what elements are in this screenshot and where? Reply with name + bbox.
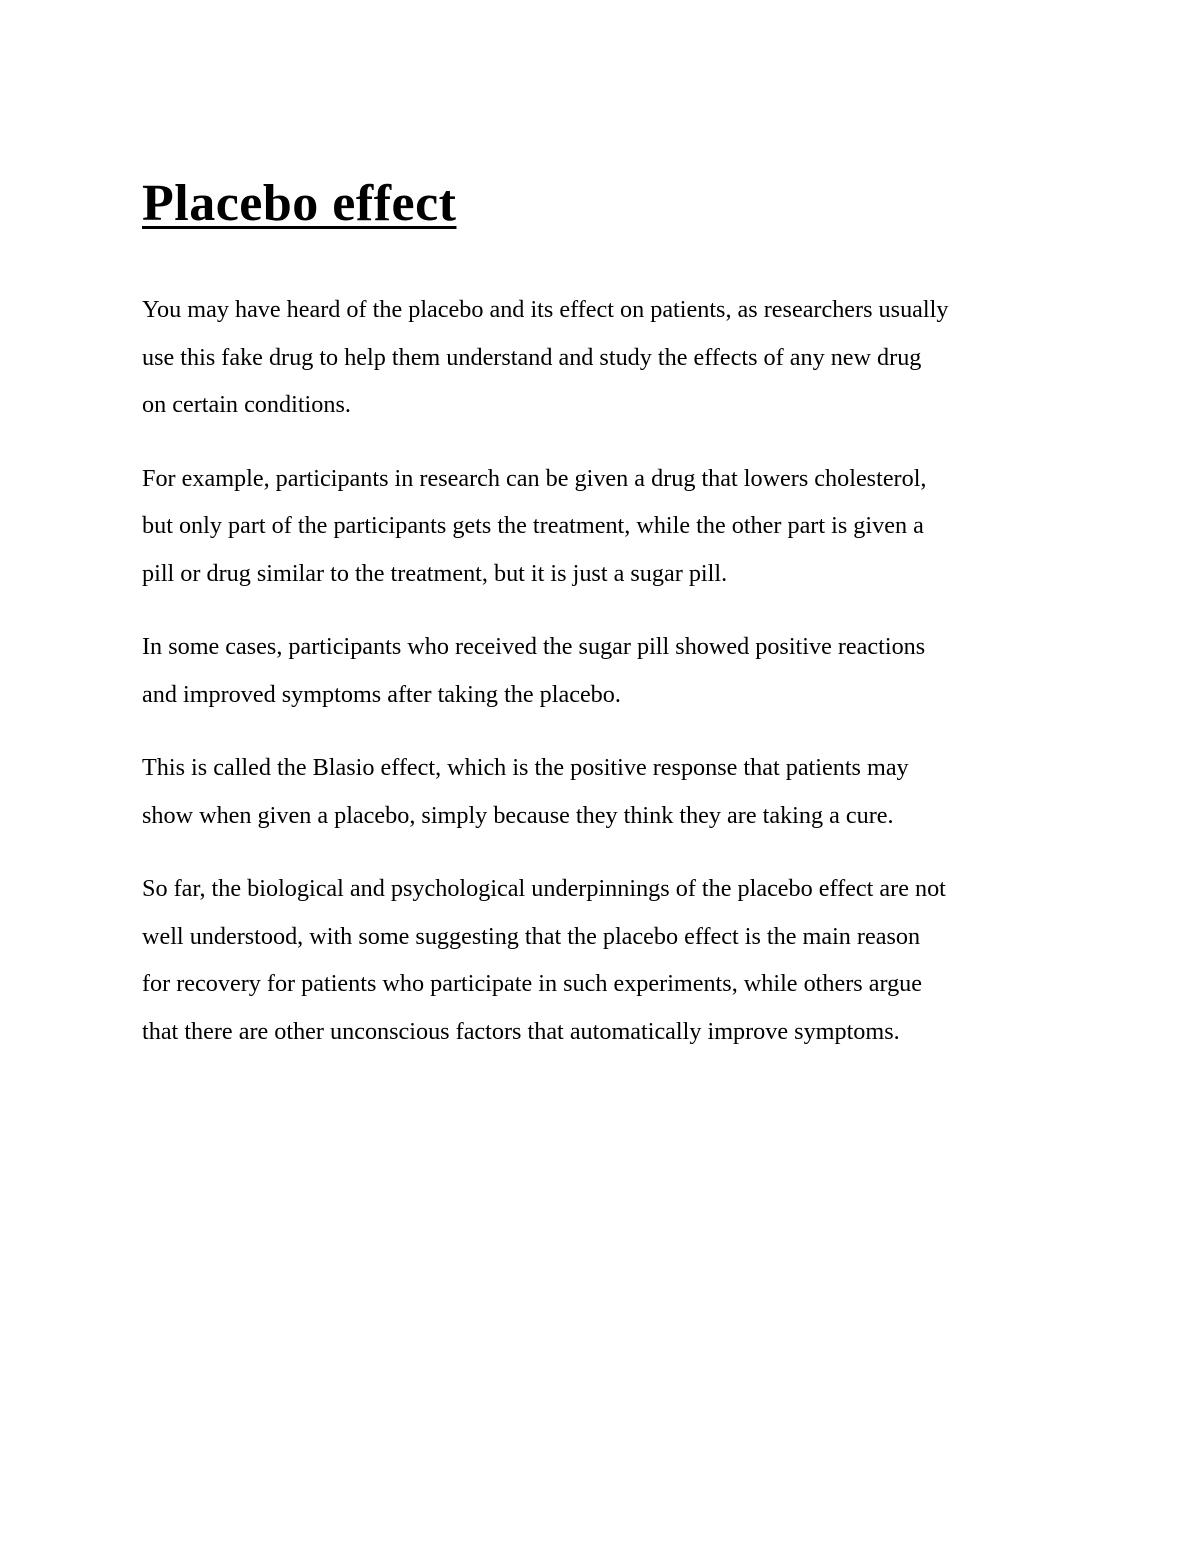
document-content — [142, 168, 1072, 1081]
paragraph-3 — [142, 623, 1072, 718]
paragraph-line: for recovery for patients who participate in such experiments, while others argue — [142, 970, 922, 997]
paragraph-line: that there are other unconscious factors that automatically improve symptoms. — [142, 1017, 900, 1045]
paragraph-line: show when given a placebo, simply because they think they are taking a cure. — [142, 801, 894, 829]
paragraph-5 — [142, 865, 1072, 1055]
paragraph-4 — [142, 744, 1072, 839]
paragraph-1 — [142, 286, 1072, 429]
document-body — [142, 286, 1072, 1055]
document-title: Placebo effect — [142, 175, 457, 232]
paragraph-line: For example, participants in research can be given a drug that lowers cholesterol, — [142, 464, 927, 492]
paragraph-line: So far, the biological and psychological underpinnings of the placebo effect are not — [142, 875, 946, 902]
paragraph-line: use this fake drug to help them understand and study the effects of any new drug — [142, 343, 922, 371]
paragraph-line: You may have heard of the placebo and its effect on patients, as researchers usually — [142, 296, 949, 323]
paragraph-line: and improved symptoms after taking the placebo. — [142, 680, 621, 708]
paragraph-line: well understood, with some suggesting that the placebo effect is the main reason — [142, 922, 921, 950]
paragraph-2 — [142, 455, 1072, 598]
paragraph-line: pill or drug similar to the treatment, but it is just a sugar pill. — [142, 559, 728, 587]
paragraph-line: This is called the Blasio effect, which is the positive response that patients may — [142, 754, 909, 781]
paragraph-line: on certain conditions. — [142, 391, 351, 418]
paragraph-line: but only part of the participants gets the treatment, while the other part is given a — [142, 512, 924, 539]
paragraph-line: In some cases, participants who received the sugar pill showed positive reactions — [142, 633, 926, 660]
